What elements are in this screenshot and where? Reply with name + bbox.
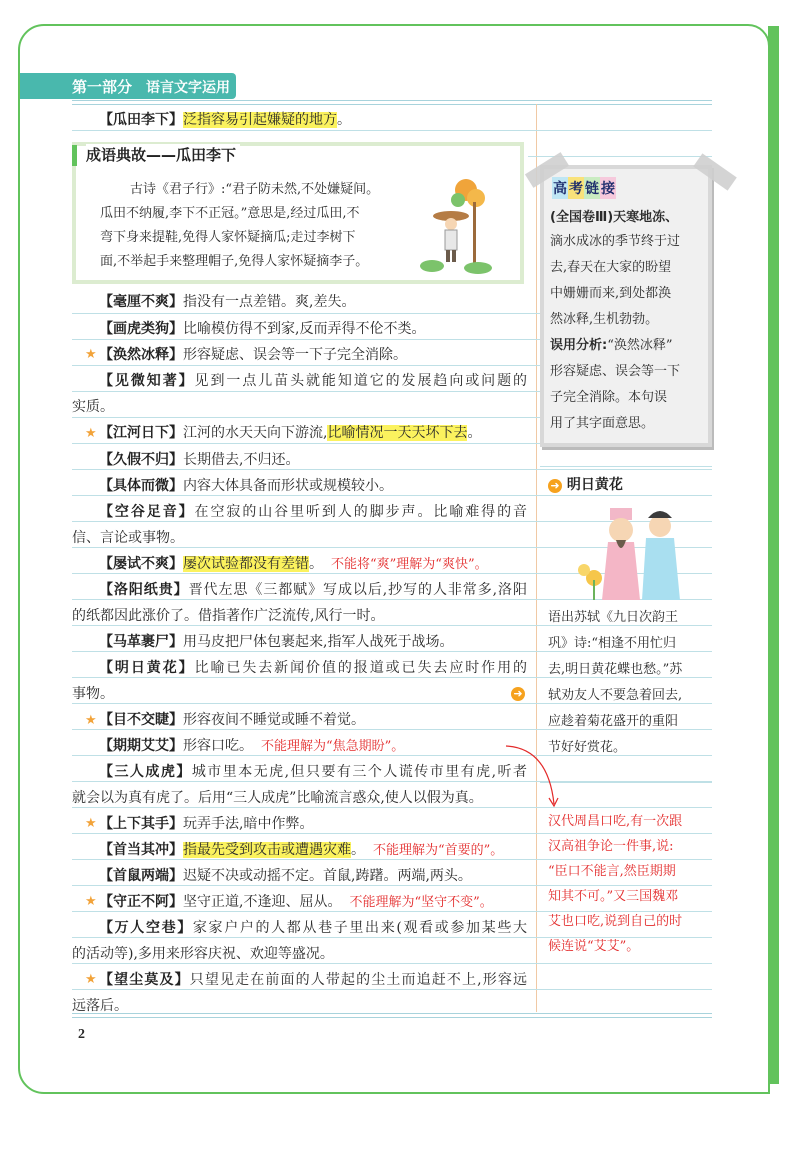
rule xyxy=(72,495,712,496)
entry-shoudang xyxy=(99,841,527,860)
qiqi-side-line: “臣口不能言,然臣期期 xyxy=(548,864,676,879)
entry-mubu xyxy=(99,711,527,729)
entry-def: 比喻模仿得不到家,反而弄得不伦不类。 xyxy=(183,321,426,337)
annotation-connector xyxy=(496,740,566,812)
rule xyxy=(72,130,712,131)
gaokao-line: 形容疑虑、误会等一下 xyxy=(550,364,681,379)
entry-haoli xyxy=(99,293,527,311)
entry-end: 。 xyxy=(309,556,323,572)
gaokao-title-char: 高 xyxy=(552,177,568,199)
entry-term: 【上下其手】 xyxy=(99,816,183,832)
entry-term: 【守正不阿】 xyxy=(99,894,183,910)
qiqi-side-line: 汉高祖争论一件事,说: xyxy=(548,839,674,854)
entry-def: 在空寂的山谷里听到人的脚步声。比喻难得的音 xyxy=(194,504,528,520)
mingri-side-line: 节好好赏花。 xyxy=(548,740,627,755)
story-title: 成语典故——瓜田李下 xyxy=(86,144,240,165)
star-icon: ★ xyxy=(85,347,97,362)
entry-term: 【久假不归】 xyxy=(99,452,183,468)
analysis-text: “涣然冰释” xyxy=(607,338,673,353)
entry-note: 不能将“爽”理解为“爽快”。 xyxy=(331,557,488,572)
entry-huanran xyxy=(99,346,527,364)
mingri-side-line: 语出苏轼《九日次韵王 xyxy=(548,610,679,625)
entry-luoyang xyxy=(99,581,527,599)
rule xyxy=(72,833,712,834)
entry-wanren-cont: 的活动等),多用来形容庆祝、欢迎等盛况。 xyxy=(72,946,334,962)
page-number: 2 xyxy=(78,1027,85,1042)
rule xyxy=(72,807,712,808)
entry-def: 形容夜间不睡觉或睡不着觉。 xyxy=(183,712,365,728)
entry-term: 【见微知著】 xyxy=(99,373,195,389)
entry-term: 【毫厘不爽】 xyxy=(99,294,183,310)
gaokao-line: 滴水成冰的季节终于过 xyxy=(550,234,681,249)
gaokao-title-char: 接 xyxy=(600,177,616,199)
gaokao-line: (全国卷Ⅲ)天寒地冻、 xyxy=(550,210,679,225)
story-line: 古诗《君子行》:“君子防未然,不处嫌疑间。 xyxy=(130,182,380,197)
arrow-right-icon: ➜ xyxy=(548,479,562,493)
entry-def: 家家户户的人都从巷子里出来(观看或参加某些大 xyxy=(192,920,528,936)
entry-term: 【涣然冰释】 xyxy=(99,347,183,363)
story-line: 瓜田不纳履,李下不正冠。”意思是,经过瓜田,不 xyxy=(100,206,360,221)
entry-def: 城市里本无虎,但只要有三个人谎传市里有虎,听者 xyxy=(191,764,527,780)
entry-def: 形容口吃。 xyxy=(183,738,253,754)
section-title: 语言文字运用 xyxy=(146,80,230,96)
entry-jiujia xyxy=(99,451,527,469)
entry-def: 长期借去,不归还。 xyxy=(183,452,300,468)
entry-def: 晋代左思《三都赋》写成以后,抄写的人非常多,洛阳 xyxy=(188,582,527,598)
gaokao-line: 去,春天在大家的盼望 xyxy=(550,260,672,275)
entry-shoushu xyxy=(99,867,527,885)
star-icon: ★ xyxy=(85,894,97,909)
entry-jianghe xyxy=(99,424,527,442)
entry-juti xyxy=(99,477,527,495)
entry-kong xyxy=(99,503,527,521)
entry-note: 不能理解为“首要的”。 xyxy=(373,843,504,858)
entry-luoyang-cont: 的纸都因此涨价了。借指著作广泛流传,风行一时。 xyxy=(72,608,385,624)
entry-def-highlight: 比喻情况一天天坏下去 xyxy=(327,425,468,441)
entry-term: 【屡试不爽】 xyxy=(99,556,183,572)
section-part-label: 第一部分 xyxy=(72,78,133,96)
entry-note: 不能理解为“坚守不变”。 xyxy=(349,895,493,910)
entry-def-highlight: 指最先受到攻击或遭遇灾难 xyxy=(183,842,351,858)
mingri-side-line: 轼劝友人不要急着回去, xyxy=(548,688,683,703)
rule xyxy=(540,466,712,467)
entry-def: 内容大体具备而形状或规模较小。 xyxy=(183,478,393,494)
entry-term: 【洛阳纸贵】 xyxy=(99,582,189,598)
entry-def: 形容疑虑、误会等一下子完全消除。 xyxy=(183,347,407,363)
entry-def: 江河的水天天向下游流, xyxy=(183,425,328,441)
entry-huahu xyxy=(99,320,527,338)
story-line: 弯下身来提鞋,免得人家怀疑摘瓜;走过李树下 xyxy=(100,230,356,245)
entry-mingri-cont: 事物。 xyxy=(72,686,114,702)
rule xyxy=(72,989,712,990)
rule xyxy=(72,963,712,964)
arrow-right-icon: ➜ xyxy=(511,687,525,701)
entry-sanren xyxy=(99,763,527,781)
entry-jianwei-cont: 实质。 xyxy=(72,399,114,415)
entry-def: 见到一点儿苗头就能知道它的发展趋向或问题的 xyxy=(194,373,528,389)
entry-shoupi xyxy=(99,893,527,912)
mingri-side-line: 巩》诗:“相逢不用忙归 xyxy=(548,636,677,651)
page-side-bar xyxy=(768,26,779,1084)
entry-def: 玩弄手法,暗中作弊。 xyxy=(183,816,314,832)
entry-def-highlight: 屡次试验都没有差错 xyxy=(183,556,309,572)
header-rule xyxy=(72,100,712,105)
entry-term: 【目不交睫】 xyxy=(99,712,183,728)
entry-note: 不能理解为“焦急期盼”。 xyxy=(261,739,405,754)
gaokao-title-char: 考 xyxy=(568,177,584,199)
story-line: 面,不举起手来整理帽子,免得人家怀疑摘李子。 xyxy=(100,254,369,269)
entry-def-highlight: 泛指容易引起嫌疑的地方 xyxy=(183,112,337,128)
entry-def: 迟疑不决或动摇不定。首鼠,踌躇。两端,两头。 xyxy=(183,868,472,884)
gaokao-line: 中姗姗而来,到处都涣 xyxy=(550,286,672,301)
entry-term: 【具体而微】 xyxy=(99,478,183,494)
entry-term: 【画虎类狗】 xyxy=(99,321,183,337)
entry-shangxia xyxy=(99,815,527,833)
entry-mingri xyxy=(99,659,527,677)
entry-def: 比喻已失去新闻价值的报道或已失去应时作用的 xyxy=(194,660,528,676)
entry-term: 【明日黄花】 xyxy=(99,660,195,676)
entry-term: 【万人空巷】 xyxy=(99,920,193,936)
entry-end: 。 xyxy=(337,112,351,128)
star-icon: ★ xyxy=(85,713,97,728)
entry-term: 【期期艾艾】 xyxy=(99,738,183,754)
gaokao-analysis xyxy=(550,338,673,354)
entry-kong-cont: 信、言论或事物。 xyxy=(72,530,184,546)
rule xyxy=(72,469,712,470)
mingri-side-line: 去,明日黄花蝶也愁。”苏 xyxy=(548,662,683,677)
mingri-side-line: 应趁着菊花盛开的重阳 xyxy=(548,714,679,729)
rule xyxy=(72,885,712,886)
gaokao-line: 用了其字面意思。 xyxy=(550,416,655,431)
gaokao-line: 子完全消除。本句误 xyxy=(550,390,668,405)
gaokao-title-char: 链 xyxy=(584,177,600,199)
entry-term: 【江河日下】 xyxy=(99,425,183,441)
entry-def: 用马皮把尸体包裹起来,指军人战死于战场。 xyxy=(183,634,454,650)
mingri-side-title-text: 明日黄花 xyxy=(566,477,623,493)
story-tab-marker xyxy=(72,145,77,166)
entry-term: 【首当其冲】 xyxy=(99,842,183,858)
entry-jianwei xyxy=(99,372,527,390)
entry-term: 【空谷足音】 xyxy=(99,504,195,520)
entry-term: 【首鼠两端】 xyxy=(99,868,183,884)
qiqi-side-line: 知其不可。”又三国魏邓 xyxy=(548,889,679,904)
analysis-label: 误用分析: xyxy=(550,338,608,353)
star-icon: ★ xyxy=(85,816,97,831)
star-icon: ★ xyxy=(85,972,97,987)
entry-term: 【三人成虎】 xyxy=(99,764,192,780)
entry-def: 坚守正道,不逢迎、屈从。 xyxy=(183,894,342,910)
entry-lvci xyxy=(99,555,527,574)
entry-wangchen xyxy=(99,971,527,989)
entry-def: 指没有一点差错。爽,差失。 xyxy=(183,294,356,310)
gaokao-title xyxy=(552,177,616,199)
rule xyxy=(72,937,712,938)
entry-end: 。 xyxy=(467,425,482,441)
entry-term: 【瓜田李下】 xyxy=(99,112,183,128)
entry-qiqi xyxy=(99,737,527,756)
qiqi-side-line: 汉代周昌口吃,有一次跟 xyxy=(548,814,683,829)
entry-wanren xyxy=(99,919,527,937)
entry-term: 【马革裹尸】 xyxy=(99,634,183,650)
footer-rule xyxy=(72,1013,712,1018)
entry-def: 只望见走在前面的人带起的尘土而追赶不上,形容远 xyxy=(189,972,528,988)
entry-end: 。 xyxy=(351,842,365,858)
entry-sanren-cont: 就会以为真有虎了。后用“三人成虎”比喻流言惑众,使人以假为真。 xyxy=(72,790,483,806)
gaokao-line: 然冰释,生机勃勃。 xyxy=(550,312,659,327)
star-icon: ★ xyxy=(85,426,97,441)
qiqi-side-line: 艾也口吃,说到自己的时 xyxy=(548,914,683,929)
qiqi-side-line: 候连说“艾艾”。 xyxy=(548,939,640,954)
column-divider xyxy=(536,104,537,1012)
story-illustration xyxy=(418,174,494,274)
entry-term: 【望尘莫及】 xyxy=(99,972,190,988)
entry-mage xyxy=(99,633,527,651)
entry-guatian xyxy=(99,111,527,129)
mingri-side-title xyxy=(548,474,623,494)
entry-wangchen-cont: 远落后。 xyxy=(72,998,128,1014)
mingri-illustration xyxy=(572,500,688,604)
